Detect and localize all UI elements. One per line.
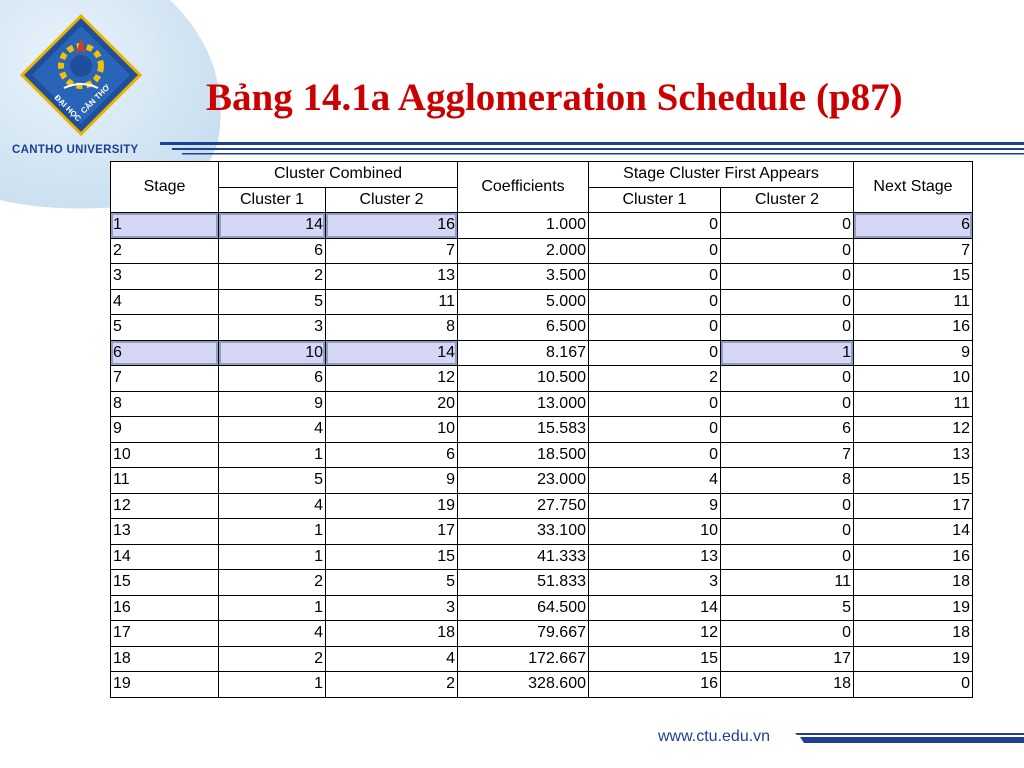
header-appears-cluster-2: Cluster 2 — [721, 187, 854, 213]
cell-appears-cluster-2: 18 — [721, 672, 854, 698]
cell-appears-cluster-1: 0 — [589, 264, 721, 290]
cell-combined-cluster-2: 12 — [326, 366, 458, 392]
cell-next-stage: 18 — [854, 621, 973, 647]
cell-coefficient: 5.000 — [458, 289, 589, 315]
cell-coefficient: 2.000 — [458, 238, 589, 264]
table-row — [111, 519, 973, 545]
cell-appears-cluster-2: 0 — [721, 264, 854, 290]
header-combined-cluster-1: Cluster 1 — [219, 187, 326, 213]
cell-coefficient: 27.750 — [458, 493, 589, 519]
header-stage: Stage — [111, 162, 219, 213]
cell-coefficient: 33.100 — [458, 519, 589, 545]
cell-coefficient: 79.667 — [458, 621, 589, 647]
table-row — [111, 315, 973, 341]
cell-combined-cluster-2: 8 — [326, 315, 458, 341]
table-row — [111, 672, 973, 698]
cell-combined-cluster-2: 13 — [326, 264, 458, 290]
cell-combined-cluster-2: 20 — [326, 391, 458, 417]
cell-combined-cluster-1: 1 — [219, 672, 326, 698]
table-row — [111, 340, 973, 366]
cell-appears-cluster-1: 12 — [589, 621, 721, 647]
cell-combined-cluster-2: 10 — [326, 417, 458, 443]
cell-combined-cluster-2: 7 — [326, 238, 458, 264]
cell-next-stage: 15 — [854, 264, 973, 290]
cell-appears-cluster-1: 2 — [589, 366, 721, 392]
cell-combined-cluster-2: 5 — [326, 570, 458, 596]
cell-appears-cluster-2: 0 — [721, 391, 854, 417]
cell-appears-cluster-1: 0 — [589, 315, 721, 341]
cell-combined-cluster-2: 9 — [326, 468, 458, 494]
cell-combined-cluster-2: 4 — [326, 646, 458, 672]
cell-combined-cluster-1: 5 — [219, 289, 326, 315]
cell-next-stage: 0 — [854, 672, 973, 698]
cell-combined-cluster-1: 6 — [219, 238, 326, 264]
table-row — [111, 493, 973, 519]
cell-coefficient: 172.667 — [458, 646, 589, 672]
cell-next-stage: 15 — [854, 468, 973, 494]
cell-stage: 13 — [111, 519, 219, 545]
university-name: CANTHO UNIVERSITY — [12, 144, 139, 156]
cell-appears-cluster-1: 13 — [589, 544, 721, 570]
cell-appears-cluster-1: 0 — [589, 417, 721, 443]
cell-appears-cluster-2: 6 — [721, 417, 854, 443]
cell-appears-cluster-2: 11 — [721, 570, 854, 596]
cell-appears-cluster-2: 0 — [721, 519, 854, 545]
cell-combined-cluster-1: 4 — [219, 621, 326, 647]
header-appears-cluster-1: Cluster 1 — [589, 187, 721, 213]
cell-appears-cluster-1: 9 — [589, 493, 721, 519]
cell-combined-cluster-2: 16 — [326, 213, 458, 239]
cell-appears-cluster-2: 8 — [721, 468, 854, 494]
cell-next-stage: 13 — [854, 442, 973, 468]
cell-combined-cluster-2: 11 — [326, 289, 458, 315]
cell-stage: 12 — [111, 493, 219, 519]
header-rule — [160, 142, 1024, 155]
cell-stage: 4 — [111, 289, 219, 315]
cell-coefficient: 15.583 — [458, 417, 589, 443]
table-row — [111, 621, 973, 647]
cell-next-stage: 12 — [854, 417, 973, 443]
table-row — [111, 468, 973, 494]
cell-appears-cluster-2: 0 — [721, 621, 854, 647]
cell-stage: 17 — [111, 621, 219, 647]
cell-combined-cluster-2: 15 — [326, 544, 458, 570]
cell-next-stage: 17 — [854, 493, 973, 519]
cell-combined-cluster-1: 4 — [219, 417, 326, 443]
table-row — [111, 238, 973, 264]
cell-coefficient: 1.000 — [458, 213, 589, 239]
cell-combined-cluster-1: 10 — [219, 340, 326, 366]
cell-combined-cluster-1: 4 — [219, 493, 326, 519]
cell-stage: 11 — [111, 468, 219, 494]
cell-appears-cluster-2: 7 — [721, 442, 854, 468]
cell-appears-cluster-1: 3 — [589, 570, 721, 596]
header-coefficients: Coefficients — [458, 162, 589, 213]
header-combined-cluster-2: Cluster 2 — [326, 187, 458, 213]
cell-coefficient: 6.500 — [458, 315, 589, 341]
table-row — [111, 264, 973, 290]
cell-appears-cluster-2: 1 — [721, 340, 854, 366]
cell-appears-cluster-1: 15 — [589, 646, 721, 672]
cell-next-stage: 11 — [854, 289, 973, 315]
header-cluster-combined: Cluster Combined — [219, 162, 458, 188]
cell-combined-cluster-2: 17 — [326, 519, 458, 545]
cell-stage: 7 — [111, 366, 219, 392]
cell-appears-cluster-2: 0 — [721, 315, 854, 341]
cell-next-stage: 6 — [854, 213, 973, 239]
cell-appears-cluster-2: 0 — [721, 238, 854, 264]
table-row — [111, 544, 973, 570]
cell-combined-cluster-1: 3 — [219, 315, 326, 341]
header-row-1 — [111, 162, 973, 188]
cell-coefficient: 51.833 — [458, 570, 589, 596]
agglomeration-schedule-table — [110, 161, 973, 698]
cell-next-stage: 18 — [854, 570, 973, 596]
cell-combined-cluster-2: 19 — [326, 493, 458, 519]
cell-appears-cluster-2: 0 — [721, 289, 854, 315]
cell-coefficient: 13.000 — [458, 391, 589, 417]
cell-stage: 10 — [111, 442, 219, 468]
cell-coefficient: 64.500 — [458, 595, 589, 621]
cell-appears-cluster-1: 0 — [589, 238, 721, 264]
cell-combined-cluster-1: 2 — [219, 570, 326, 596]
cell-coefficient: 23.000 — [458, 468, 589, 494]
cell-coefficient: 8.167 — [458, 340, 589, 366]
cell-combined-cluster-1: 1 — [219, 595, 326, 621]
cell-stage: 18 — [111, 646, 219, 672]
cell-stage: 19 — [111, 672, 219, 698]
cell-combined-cluster-2: 18 — [326, 621, 458, 647]
table-row — [111, 442, 973, 468]
cell-stage: 3 — [111, 264, 219, 290]
cell-appears-cluster-2: 17 — [721, 646, 854, 672]
cell-appears-cluster-2: 0 — [721, 213, 854, 239]
cell-coefficient: 18.500 — [458, 442, 589, 468]
slide-title: Bảng 14.1a Agglomeration Schedule (p87) — [206, 76, 903, 119]
table-body — [111, 213, 973, 698]
cell-stage: 9 — [111, 417, 219, 443]
table-row — [111, 595, 973, 621]
footer-rule — [795, 733, 1024, 743]
cell-stage: 16 — [111, 595, 219, 621]
cell-combined-cluster-1: 1 — [219, 544, 326, 570]
cell-appears-cluster-1: 0 — [589, 391, 721, 417]
cell-combined-cluster-1: 14 — [219, 213, 326, 239]
table-row — [111, 366, 973, 392]
logo-text-right: CẦN THƠ — [79, 82, 112, 116]
cell-combined-cluster-2: 14 — [326, 340, 458, 366]
cell-coefficient: 3.500 — [458, 264, 589, 290]
cell-combined-cluster-1: 1 — [219, 519, 326, 545]
cell-combined-cluster-1: 5 — [219, 468, 326, 494]
cell-appears-cluster-1: 0 — [589, 340, 721, 366]
cell-combined-cluster-1: 1 — [219, 442, 326, 468]
cell-next-stage: 9 — [854, 340, 973, 366]
cell-combined-cluster-1: 2 — [219, 646, 326, 672]
cell-coefficient: 328.600 — [458, 672, 589, 698]
cell-stage: 5 — [111, 315, 219, 341]
table-row — [111, 646, 973, 672]
cell-stage: 1 — [111, 213, 219, 239]
cell-appears-cluster-2: 0 — [721, 544, 854, 570]
cell-stage: 15 — [111, 570, 219, 596]
logo-text-left: ĐẠI HỌC — [52, 93, 83, 124]
table-row — [111, 289, 973, 315]
cell-combined-cluster-1: 2 — [219, 264, 326, 290]
cell-stage: 14 — [111, 544, 219, 570]
cell-next-stage: 19 — [854, 646, 973, 672]
cell-next-stage: 7 — [854, 238, 973, 264]
cell-combined-cluster-2: 2 — [326, 672, 458, 698]
university-logo — [20, 14, 142, 136]
cell-stage: 2 — [111, 238, 219, 264]
cell-stage: 8 — [111, 391, 219, 417]
cell-next-stage: 11 — [854, 391, 973, 417]
cell-stage: 6 — [111, 340, 219, 366]
cell-combined-cluster-2: 3 — [326, 595, 458, 621]
cell-next-stage: 10 — [854, 366, 973, 392]
cell-appears-cluster-1: 0 — [589, 442, 721, 468]
header-next-stage: Next Stage — [854, 162, 973, 213]
table-row — [111, 213, 973, 239]
cell-appears-cluster-1: 4 — [589, 468, 721, 494]
table-row — [111, 570, 973, 596]
cell-combined-cluster-1: 6 — [219, 366, 326, 392]
cell-appears-cluster-1: 14 — [589, 595, 721, 621]
cell-coefficient: 10.500 — [458, 366, 589, 392]
header-stage-first-appears: Stage Cluster First Appears — [589, 162, 854, 188]
cell-combined-cluster-1: 9 — [219, 391, 326, 417]
cell-next-stage: 16 — [854, 544, 973, 570]
table-row — [111, 391, 973, 417]
cell-appears-cluster-2: 0 — [721, 366, 854, 392]
cell-appears-cluster-1: 16 — [589, 672, 721, 698]
cell-next-stage: 19 — [854, 595, 973, 621]
cell-next-stage: 14 — [854, 519, 973, 545]
cell-appears-cluster-1: 0 — [589, 213, 721, 239]
cell-combined-cluster-2: 6 — [326, 442, 458, 468]
cell-appears-cluster-1: 10 — [589, 519, 721, 545]
cell-coefficient: 41.333 — [458, 544, 589, 570]
cell-next-stage: 16 — [854, 315, 973, 341]
cell-appears-cluster-2: 0 — [721, 493, 854, 519]
footer-url: www.ctu.edu.vn — [658, 728, 771, 745]
cell-appears-cluster-2: 5 — [721, 595, 854, 621]
table-row — [111, 417, 973, 443]
cell-appears-cluster-1: 0 — [589, 289, 721, 315]
